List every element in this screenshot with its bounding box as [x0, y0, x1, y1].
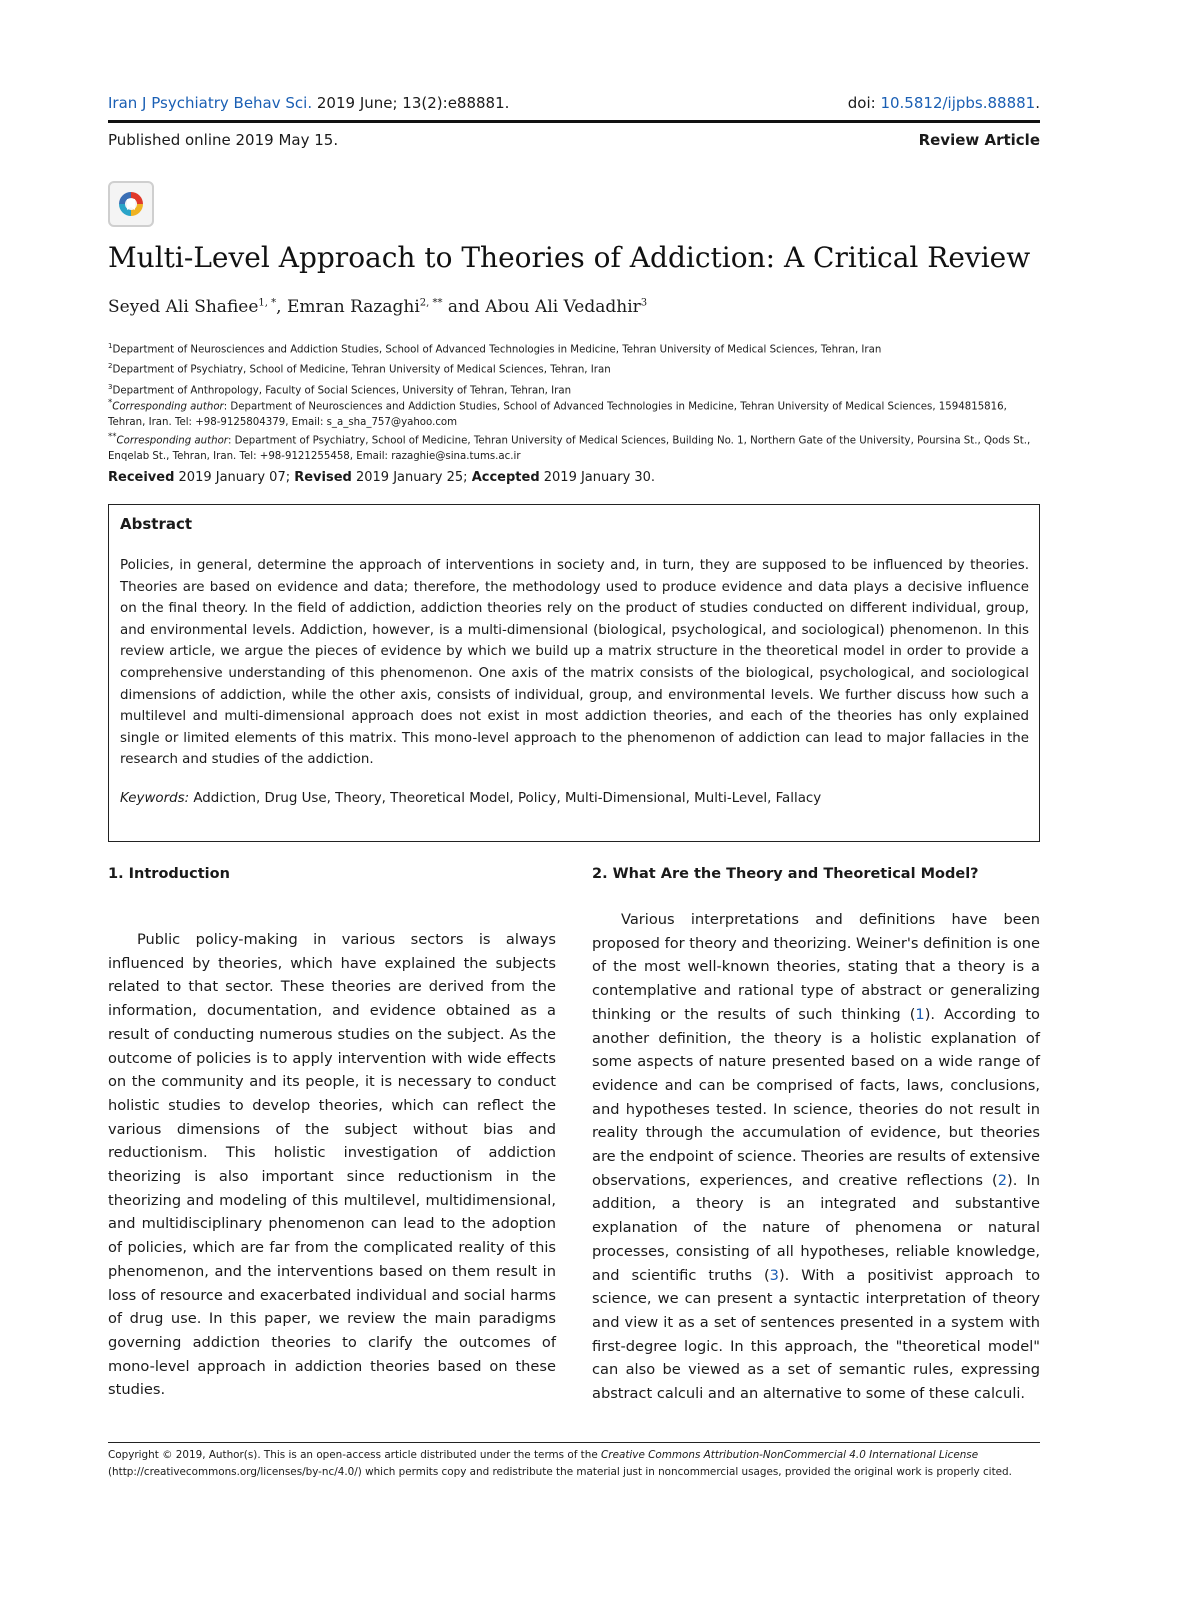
crossmark-glyph-icon	[116, 189, 146, 219]
paragraph-segment: ). In addition, a theory is an integrated and substantive explanation of the nature of phenomena or natural processes, consisting of all hypotheses, reliable knowledge, and scientific truths (	[592, 1171, 1040, 1284]
paragraph-segment: Various interpretations and definitions have been proposed for theory and theorizing. Weiner's definition is one of the most well-known theories, stating that a theory is a contemplative and rational type of abstract or generalizing thinking or the results of such thinking (	[592, 911, 1040, 1023]
corresponding-item	[108, 396, 1040, 430]
article-dates	[108, 470, 1040, 485]
corresponding-marker: **	[108, 432, 117, 443]
doi-prefix: doi:	[847, 94, 881, 112]
introduction-text: Public policy-making in various sectors is always influenced by theories, which have explained the subjects related to that sector. These theories are derived from the information, documentation, and evidence obtained as a result of conducting numerous studies on the subject. As the outcome of policies is to apply intervention with wide effects on the community and its people, it is necessary to conduct holistic studies to develop theories, which can reflect the various dimensions of the subject without bias and reductionism. This holistic investigation of addiction theorizing is also important since reductionism in the theorizing and modeling of this multilevel, multidimensional, and multidisciplinary phenomenon can lead to the adoption of policies, which are far from the complicated reality of this phenomenon, and the interventions based on them result in loss of resource and exacerbated individual and social harms of drug use. In this paper, we review the main paradigms governing addiction theories to clarify the outcomes of mono-level approach in addiction theories based on these studies.	[108, 931, 556, 1399]
article-page	[108, 0, 1040, 1599]
keywords-list: Addiction, Drug Use, Theory, Theoretical Model, Policy, Multi-Dimensional, Multi-Level, Fallacy	[189, 791, 822, 806]
abstract-box	[108, 504, 1040, 842]
reference-link[interactable]: 1	[915, 1005, 925, 1023]
revised-date: 2019 January 25;	[351, 470, 472, 485]
doi-suffix: .	[1035, 94, 1040, 112]
affiliations	[108, 338, 1040, 399]
doi-link[interactable]: 10.5812/ijpbs.88881	[880, 94, 1036, 112]
header-rule	[108, 120, 1040, 123]
footer-rule	[108, 1442, 1040, 1443]
license-url-text: (http://creativecommons.org/licenses/by-nc/4.0/) which permits copy and redistribute the material just in noncommercial usages, provided the original work is properly cited.	[108, 1466, 1012, 1478]
section-heading-theory: 2. What Are the Theory and Theoretical Model?	[592, 866, 979, 882]
affiliation-item	[108, 358, 1040, 378]
affiliation-number: 1	[108, 342, 113, 350]
corresponding-text: : Department of Neurosciences and Addiction Studies, School of Advanced Technologies in Medicine, Tehran University of Medical Sciences, 1594815816, Tehran, Iran. Tel: +98-9125804379, Email: s_a_sha_757@yahoo.com	[108, 401, 1007, 428]
journal-citation	[108, 94, 509, 112]
corresponding-item	[108, 430, 1040, 464]
published-date: Published online 2019 May 15.	[108, 131, 339, 149]
affiliation-number: 3	[108, 382, 113, 391]
paragraph-segment: ). With a positivist approach to science, we can present a syntactic interpretation of theory and view it as a set of sentences presented in a system with first-degree logic. In this approach, the "theoretical model" can also be viewed as a set of semantic rules, expressing abstract calculi and an alternative to some of these calculi.	[592, 1266, 1040, 1403]
abstract-heading: Abstract	[120, 515, 193, 533]
author-marker: 3	[640, 297, 648, 309]
author-name[interactable]: Seyed Ali Shafiee	[108, 297, 259, 317]
crossmark-badge-icon[interactable]	[108, 181, 154, 227]
right-column	[592, 866, 1040, 1406]
journal-issue: 2019 June; 13(2):e88881.	[312, 94, 510, 112]
author-name[interactable]: , Emran Razaghi	[276, 297, 420, 317]
author-marker: 1, *	[258, 297, 277, 309]
abstract-text: Policies, in general, determine the approach of interventions in society and, in turn, they are supposed to be influenced by theories. Theories are based on evidence and data; therefore, the methodology used to produce evidence and data plays a decisive influence on the final theory. In the field of addiction, addiction theories rely on the product of studies conducted on different individual, group, and environmental levels. Addiction, however, is a multi-dimensional (biological, psychological, and sociological) phenomenon. In this review article, we argue the pieces of evidence by which we build up a matrix structure in the theoretical model in order to provide a comprehensive understanding of this phenomenon. One axis of the matrix consists of the biological, psychological, and sociological dimensions of addiction, while the other axis, consists of individual, group, and environmental levels. We further discuss how such a multilevel and multi-dimensional approach does not exist in most addiction theories, and each of the theories has only explained single or limited elements of this matrix. This mono-level approach to the phenomenon of addiction can lead to major fallacies in the research and studies of the addiction.	[120, 558, 1029, 768]
received-label: Received	[108, 470, 175, 485]
corresponding-marker: *	[108, 398, 113, 408]
reference-link[interactable]: 3	[769, 1266, 779, 1284]
reference-link[interactable]: 2	[997, 1171, 1008, 1189]
journal-link[interactable]: Iran J Psychiatry Behav Sci.	[108, 94, 313, 112]
keywords	[120, 791, 1029, 806]
revised-label: Revised	[294, 470, 352, 485]
corresponding-authors	[108, 396, 1040, 465]
article-type: Review Article	[918, 131, 1040, 149]
paragraph-segment: ). According to another definition, the theory is a holistic explanation of some aspects of nature presented based on a wide range of evidence and can be comprised of facts, laws, conclusions, and hypotheses tested. In science, theories do not result in reality through the accumulation of evidence, but theories are the endpoint of science. Theories are results of extensive observations, experiences, and creative reflections (	[592, 1005, 1040, 1189]
doi	[848, 94, 1040, 112]
license-name: Creative Commons Attribution-NonCommercial 4.0 International License	[601, 1449, 979, 1461]
corresponding-label: Corresponding author	[116, 435, 228, 447]
affiliation-text: Department of Psychiatry, School of Medicine, Tehran University of Medical Sciences, Tehran, Iran	[112, 364, 611, 376]
copyright-footer	[108, 1447, 1040, 1481]
left-column	[108, 866, 556, 1402]
corresponding-label: Corresponding author	[112, 401, 224, 413]
section-heading-introduction: 1. Introduction	[108, 866, 230, 882]
author-marker: 2, **	[419, 297, 443, 309]
affiliation-text: Department of Anthropology, Faculty of Social Sciences, University of Tehran, Tehran, Iran	[112, 385, 572, 397]
accepted-date: 2019 January 30.	[539, 470, 656, 485]
author-list	[108, 297, 1040, 317]
publication-info	[108, 131, 1040, 153]
keywords-label: Keywords:	[120, 791, 190, 806]
running-header	[108, 94, 1040, 116]
affiliation-number: 2	[108, 362, 113, 371]
author-name[interactable]: and Abou Ali Vedadhir	[442, 297, 641, 317]
affiliation-item	[108, 338, 1040, 358]
article-title: Multi-Level Approach to Theories of Addiction: A Critical Review	[108, 241, 1031, 274]
accepted-label: Accepted	[471, 470, 540, 485]
received-date: 2019 January 07;	[174, 470, 295, 485]
theory-text	[592, 908, 1040, 1406]
corresponding-text: : Department of Psychiatry, School of Medicine, Tehran University of Medical Sciences, Building No. 1, Northern Gate of the University, Poursina St., Qods St., Enqelab St., Tehran, Iran. Tel: +98-9121255458, Email: razaghie@sina.tums.ac.ir	[108, 435, 1031, 463]
copyright-text: Copyright © 2019, Author(s). This is an open-access article distributed under the terms of the	[108, 1449, 602, 1461]
affiliation-text: Department of Neurosciences and Addiction Studies, School of Advanced Technologies in Medicine, Tehran University of Medical Sciences, Tehran, Iran	[112, 344, 882, 356]
